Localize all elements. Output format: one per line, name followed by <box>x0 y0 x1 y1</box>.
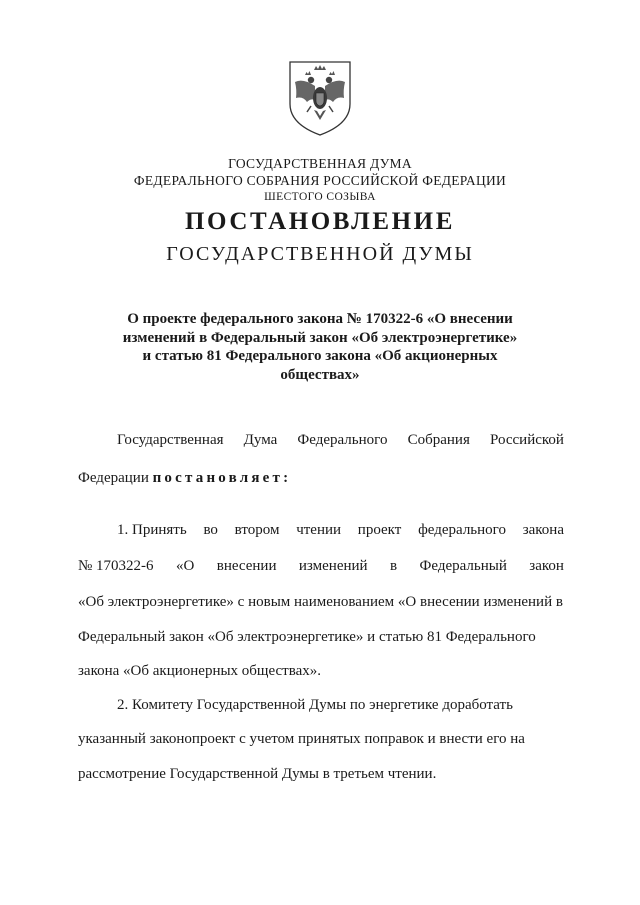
item-1-word: «О <box>175 558 195 574</box>
item-1-word: внесении <box>216 558 277 574</box>
item-1-line-1 <box>117 522 564 539</box>
issuer-org-line-2: ФЕДЕРАЛЬНОГО СОБРАНИЯ РОССИЙСКОЙ ФЕДЕРАЦИИ <box>133 173 507 188</box>
preamble-word: Собрания <box>407 432 470 448</box>
preamble-line-2 <box>78 470 564 487</box>
convocation: ШЕСТОГО СОЗЫВА <box>264 191 376 203</box>
subject-line: О проекте федерального закона № 170322-6 «О внесении <box>127 311 513 327</box>
item-1-word: втором <box>234 522 280 538</box>
item-2-line-2: указанный законопроект с учетом принятых поправок и внести его на <box>78 731 525 747</box>
item-1-word: Федеральный <box>419 558 507 574</box>
item-1-word: закон <box>529 558 564 574</box>
item-1-line-5: закона «Об акционерных обществах». <box>78 663 322 679</box>
preamble-line-1 <box>117 432 564 449</box>
decrees-word: постановляет: <box>152 470 292 486</box>
preamble-federation: Федерации <box>78 470 149 486</box>
issuer-org-line-1: ГОСУДАРСТВЕННАЯ ДУМА <box>228 156 412 171</box>
item-1-line-2 <box>78 558 564 575</box>
item-1-word: закона <box>522 522 564 538</box>
item-2-line-1: 2. Комитету Государственной Думы по энергетике доработать <box>117 697 513 713</box>
item-1-word: во <box>203 522 218 538</box>
coat-of-arms-icon <box>287 58 353 138</box>
subject-line: и статью 81 Федерального закона «Об акционерных <box>142 348 498 364</box>
item-1-line-4: Федеральный закон «Об электроэнергетике» и статью 81 Федерального <box>78 629 536 645</box>
document-issuer-title: ГОСУДАРСТВЕННОЙ ДУМЫ <box>166 243 474 265</box>
subject-line: изменений в Федеральный закон «Об электроэнергетике» <box>122 329 518 346</box>
preamble-word: Дума <box>243 432 278 448</box>
item-1-word: № 170322-6 <box>78 558 154 574</box>
item-1-word: проект <box>357 522 402 538</box>
item-1-word: 1. Принять <box>117 522 187 538</box>
subject-line: обществах» <box>280 366 360 383</box>
document-subject <box>80 310 560 384</box>
preamble-word: Государственная <box>117 432 224 448</box>
item-1-word: чтении <box>296 522 342 538</box>
item-1-line-3: «Об электроэнергетике» с новым наименованием «О внесении изменений в <box>78 594 563 610</box>
item-1-word: в <box>390 558 398 574</box>
preamble-word: Федерального <box>297 432 388 448</box>
preamble-word: Российской <box>490 432 564 448</box>
item-2-line-3: рассмотрение Государственной Думы в третьем чтении. <box>78 766 437 782</box>
item-1-word: федерального <box>418 522 506 538</box>
document-type-title: ПОСТАНОВЛЕНИЕ <box>184 208 456 235</box>
item-1-word: изменений <box>298 558 368 574</box>
